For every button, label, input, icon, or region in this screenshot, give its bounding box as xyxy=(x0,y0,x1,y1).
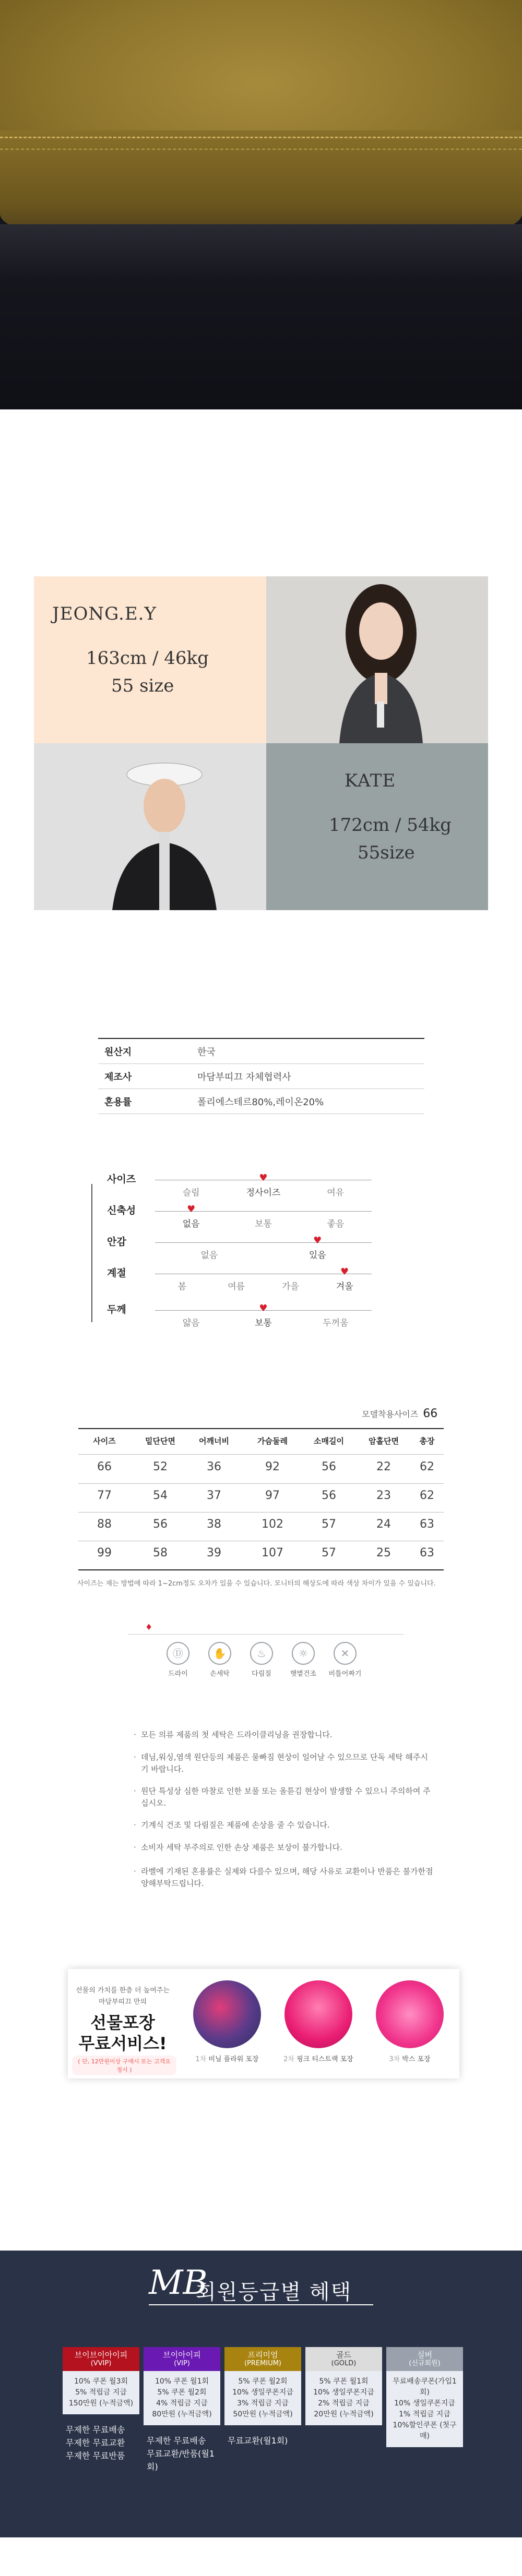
model-2-spec: 172cm / 54kg xyxy=(329,815,452,836)
care-notice: · 모든 의류 제품의 첫 세탁은 드라이클리닝을 권장합니다. xyxy=(141,1729,433,1741)
tier-sub: (VIP) xyxy=(174,2360,190,2368)
tier-benefits xyxy=(305,2371,382,2425)
size-table-row-line xyxy=(78,1512,444,1513)
scale-option: 얇음 xyxy=(182,1318,200,1328)
size-table-cell: 88 xyxy=(97,1518,112,1531)
gift-step2-image xyxy=(284,1980,352,2048)
info-label: 원산지 xyxy=(104,1046,132,1058)
tier-header xyxy=(386,2347,463,2371)
tier-benefits xyxy=(144,2371,220,2425)
tier-column xyxy=(63,2347,139,2462)
tier-benefit-line: 20만원 (누적금액) xyxy=(314,2410,374,2418)
scale-option: 겨울 xyxy=(336,1281,353,1292)
tier-extra-line: 무료교환(월1회) xyxy=(228,2436,288,2446)
care-notice: · 기계식 건조 및 다림질은 제품에 손상을 줄 수 있습니다. xyxy=(141,1819,433,1831)
size-table-header: 총장 xyxy=(419,1436,435,1446)
tier-sub: (VVIP) xyxy=(90,2360,112,2368)
size-table-cell: 77 xyxy=(97,1489,112,1502)
tier-sub: (GOLD) xyxy=(331,2360,357,2368)
info-label: 제조사 xyxy=(104,1071,132,1083)
tier-benefit-line: 5% 쿠폰 월1회 xyxy=(319,2377,369,2386)
info-row-material xyxy=(98,1089,424,1114)
gift-title2: 무료서비스! xyxy=(78,2034,167,2053)
tier-benefit-line: 5% 쿠폰 월2회 xyxy=(238,2377,288,2386)
model-2-photo xyxy=(34,743,266,910)
scale-label: 신축성 xyxy=(107,1205,136,1216)
info-value: 한국 xyxy=(197,1046,216,1058)
size-table-cell: 66 xyxy=(97,1460,112,1473)
size-table-header: 암홀단면 xyxy=(369,1436,399,1446)
scale-option: 없음 xyxy=(200,1250,218,1261)
scale-option: 두꺼움 xyxy=(323,1318,349,1328)
tier-extra-benefits xyxy=(224,2435,301,2448)
tier-benefit-line: 10% 생일쿠폰지급 xyxy=(232,2388,293,2397)
tier-column xyxy=(224,2347,301,2448)
tier-benefit-line: 10% 생일쿠폰지급 xyxy=(394,2399,455,2408)
gift-step2-caption: 2차 핑크 티스트랙 포장 xyxy=(283,2055,353,2063)
tier-benefit-line: 10% 쿠폰 월1회 xyxy=(155,2377,209,2386)
size-table-header: 가슴둘레 xyxy=(257,1436,288,1446)
size-table-cell: 23 xyxy=(376,1489,391,1502)
info-row-origin xyxy=(98,1039,424,1064)
model-2-name: KATE xyxy=(345,770,396,791)
size-table-header-line xyxy=(78,1454,444,1455)
info-value: 폴리에스테르80%,레이온20% xyxy=(197,1096,324,1108)
size-table-cell: 97 xyxy=(265,1489,280,1502)
tier-sub: (PREMIUM) xyxy=(244,2360,281,2368)
heart-marker-icon: ♥ xyxy=(340,1266,349,1277)
size-table-cell: 62 xyxy=(420,1489,434,1502)
model-info-block xyxy=(34,576,488,910)
size-table-header: 사이즈 xyxy=(93,1436,116,1446)
tier-header xyxy=(305,2347,382,2371)
size-table-cell: 58 xyxy=(153,1546,168,1559)
md-logo: MB xyxy=(149,2264,208,2302)
size-table-header: 어깨너비 xyxy=(199,1436,229,1446)
gift-wrap-banner xyxy=(68,1969,459,2078)
tier-name: 골드 xyxy=(336,2350,351,2360)
model-size-note-label: 모델착용사이즈 xyxy=(362,1409,419,1419)
care-label: 드라이 xyxy=(168,1670,188,1678)
size-table-cell: 54 xyxy=(153,1489,168,1502)
gift-line1: 선물의 가치를 한층 더 높여주는 xyxy=(76,1987,170,1994)
size-table-cell: 56 xyxy=(322,1489,336,1502)
size-footnote: 사이즈는 재는 방법에 따라 1~2cm정도 오차가 있을 수 있습니다. 모니터의 해상도에 따라 색상 차이가 있을 수 있습니다. xyxy=(77,1580,436,1588)
tier-benefits xyxy=(224,2371,301,2425)
care-label: 비틀어짜기 xyxy=(328,1670,362,1678)
size-table-cell: 24 xyxy=(376,1518,391,1531)
model-2-size: 55size xyxy=(358,842,415,863)
shade-dry-icon: ☼ xyxy=(292,1642,315,1665)
model-2-panel xyxy=(266,743,488,910)
scale-option: 봄 xyxy=(177,1281,187,1292)
care-label: 다림질 xyxy=(252,1670,271,1678)
tier-benefit-line: 3% 적립금 지급 xyxy=(237,2399,289,2408)
scale-option: 보통 xyxy=(255,1318,272,1328)
fabric-stitch-line-secondary xyxy=(0,149,522,150)
info-row-maker xyxy=(98,1064,424,1089)
tier-benefit-line: 1% 적립금 지급 xyxy=(399,2410,450,2418)
size-table-cell: 57 xyxy=(322,1518,336,1531)
care-notice: · 소비자 세탁 부주의로 인한 손상 제품은 보상이 불가합니다. xyxy=(141,1842,433,1854)
gift-step1-caption: 1차 비닐 플라워 포장 xyxy=(195,2055,259,2063)
care-item xyxy=(243,1642,280,1678)
tier-extra-line: 무제한 무료배송 xyxy=(147,2436,206,2446)
size-table-top-line xyxy=(78,1428,444,1429)
heart-marker-icon: ♥ xyxy=(259,1172,268,1183)
scale-option: 정사이즈 xyxy=(246,1188,281,1198)
no-wring-icon: ✕ xyxy=(334,1642,357,1665)
size-table-cell: 56 xyxy=(322,1460,336,1473)
fabric-dark-pants xyxy=(0,224,522,409)
tier-extra-line: 무료교환/반품(월1회) xyxy=(147,2448,215,2472)
model-1-size: 55 size xyxy=(111,675,174,696)
gift-step3-image xyxy=(376,1980,444,2048)
size-table-cell: 38 xyxy=(207,1518,221,1531)
model-size-note xyxy=(362,1407,437,1420)
care-item xyxy=(201,1642,239,1678)
gift-step3-caption: 3차 박스 포장 xyxy=(389,2055,431,2063)
tier-benefit-line: 10% 생일쿠폰지급 xyxy=(313,2388,374,2397)
size-table-cell: 56 xyxy=(153,1518,168,1531)
tier-column xyxy=(144,2347,220,2473)
tier-column xyxy=(386,2347,463,2447)
gift-badge: ( 단, 12만원이상 구매시 또는 고객요청시 ) xyxy=(72,2055,176,2075)
size-table-cell: 92 xyxy=(265,1460,280,1473)
heart-marker-icon: ♥ xyxy=(313,1235,322,1246)
tier-name: 브이아이피 xyxy=(163,2350,201,2360)
care-notice: · 라벨에 기재된 혼용률은 실제와 다를수 있으며, 해당 사유로 교환이나 반품은 불가한점 양해부탁드립니다. xyxy=(141,1866,433,1890)
tier-header xyxy=(63,2347,139,2371)
gift-title1: 선물포장 xyxy=(90,2013,155,2033)
tier-benefits xyxy=(386,2371,463,2447)
tier-benefit-line: 10%할인쿠폰 (첫구매) xyxy=(393,2421,457,2440)
tier-benefit-line: 150만원 (누적금액) xyxy=(68,2399,134,2408)
size-table-cell: 22 xyxy=(376,1460,391,1473)
model-1-photo xyxy=(266,576,488,743)
info-label: 혼용률 xyxy=(104,1096,132,1108)
scale-label: 사이즈 xyxy=(107,1174,136,1185)
tier-benefit-line: 5% 적립금 지급 xyxy=(75,2388,127,2397)
membership-section xyxy=(0,2251,522,2537)
iron-icon: ♨ xyxy=(250,1642,273,1665)
tier-sub: (신규회원) xyxy=(409,2360,441,2368)
tier-benefit-line: 2% 적립금 지급 xyxy=(318,2399,370,2408)
scale-option: 없음 xyxy=(182,1219,200,1229)
care-notice: · 원단 특성상 심한 마찰로 인한 보풀 또는 올튿김 현상이 발생할 수 있으니 주의하여 주십시오. xyxy=(141,1785,433,1810)
dry-clean-icon: Ⓓ xyxy=(167,1642,189,1665)
scale-option: 여유 xyxy=(327,1188,345,1198)
heart-marker-icon: ♥ xyxy=(187,1204,196,1215)
tier-name: 실버 xyxy=(417,2350,432,2360)
tier-extra-line: 무제한 무료배송 xyxy=(66,2425,125,2435)
size-table-row-line xyxy=(78,1569,444,1570)
care-pin-icon: ♦ xyxy=(145,1622,153,1632)
tier-benefit-line: 10% 쿠폰 월3회 xyxy=(74,2377,128,2386)
gift-line2: 마담부띠끄 만의 xyxy=(98,1998,147,2006)
care-notice: · 데님,워싱,염색 원단등의 제품은 물빠짐 현상이 일어날 수 있으므로 단독 세탁 해주시기 바랍니다. xyxy=(141,1751,433,1776)
size-table-cell: 52 xyxy=(153,1460,168,1473)
scale-label: 안감 xyxy=(107,1236,126,1248)
scale-label: 두께 xyxy=(107,1304,126,1315)
scale-line xyxy=(155,1242,372,1243)
scale-option: 좋음 xyxy=(327,1219,345,1229)
tier-header xyxy=(224,2347,301,2371)
tier-name: 브이브이아이피 xyxy=(74,2350,128,2360)
tier-extra-line: 무제한 무료반품 xyxy=(66,2450,125,2461)
care-item xyxy=(326,1642,364,1678)
scale-vertical-bar xyxy=(91,1184,92,1322)
size-table-cell: 102 xyxy=(262,1518,283,1531)
heart-marker-icon: ♥ xyxy=(259,1303,268,1314)
gift-step1-image xyxy=(193,1980,261,2048)
tier-extra-line: 무제한 무료교환 xyxy=(66,2437,125,2448)
scale-label: 계절 xyxy=(107,1267,126,1279)
fabric-detail-photo xyxy=(0,0,522,409)
size-table-cell: 63 xyxy=(420,1546,434,1559)
care-divider xyxy=(128,1634,404,1635)
size-table-header: 소매길이 xyxy=(314,1436,344,1446)
scale-option: 여름 xyxy=(228,1281,245,1292)
scale-option: 슬림 xyxy=(182,1188,200,1198)
tier-name: 프리미엄 xyxy=(247,2350,278,2360)
tier-benefit-line: 5% 쿠폰 월2회 xyxy=(157,2388,207,2397)
tier-benefit-line: 4% 적립금 지급 xyxy=(156,2399,208,2408)
tier-benefit-line: 무료배송쿠폰(가입1회) xyxy=(393,2377,457,2397)
size-table-cell: 25 xyxy=(376,1546,391,1559)
tier-benefits xyxy=(63,2371,139,2414)
tier-extra-benefits xyxy=(63,2424,139,2462)
size-table-cell: 107 xyxy=(262,1546,283,1559)
model-size-note-value: 66 xyxy=(423,1407,438,1420)
size-table-cell: 99 xyxy=(97,1546,112,1559)
membership-title: 회원등급별 혜택 xyxy=(196,2280,352,2304)
info-value: 마담부띠끄 자체협력사 xyxy=(197,1071,291,1083)
tier-benefit-line: 50만원 (누적금액) xyxy=(233,2410,293,2418)
care-label: 햇볕건조 xyxy=(290,1670,317,1678)
scale-option: 보통 xyxy=(255,1219,272,1229)
tier-column xyxy=(305,2347,382,2425)
size-table-cell: 36 xyxy=(207,1460,221,1473)
care-item xyxy=(284,1642,322,1678)
membership-title-underline xyxy=(149,2304,373,2305)
scale-option: 가을 xyxy=(281,1281,299,1292)
hand-wash-icon: ✋ xyxy=(208,1642,231,1665)
size-table-cell: 62 xyxy=(420,1460,434,1473)
tier-extra-benefits xyxy=(144,2435,220,2473)
tier-header xyxy=(144,2347,220,2371)
tier-benefit-line: 80만원 (누적금액) xyxy=(152,2410,212,2418)
size-table-cell: 57 xyxy=(322,1546,336,1559)
care-label: 손세탁 xyxy=(210,1670,230,1678)
size-table-cell: 39 xyxy=(207,1546,221,1559)
size-table-cell: 63 xyxy=(420,1518,434,1531)
care-item xyxy=(159,1642,197,1678)
fabric-stitch-line xyxy=(0,137,522,138)
model-1-name: JEONG.E.Y xyxy=(52,603,157,624)
scale-option: 있음 xyxy=(309,1250,326,1261)
size-table-cell: 37 xyxy=(207,1489,221,1502)
model-1-spec: 163cm / 46kg xyxy=(86,648,209,669)
size-table-row-line xyxy=(78,1483,444,1484)
size-table-header: 밑단단면 xyxy=(145,1436,175,1446)
